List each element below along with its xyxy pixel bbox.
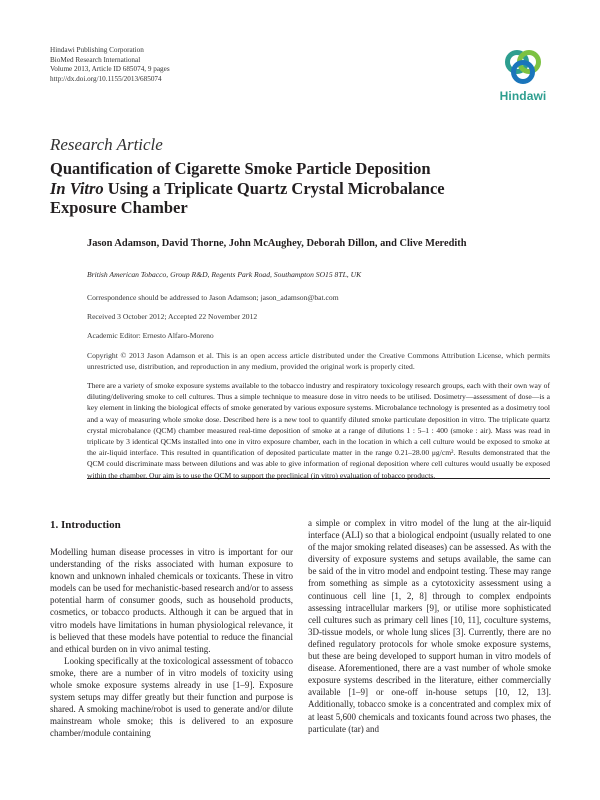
body-column-right: [308, 517, 551, 735]
author-list: Jason Adamson, David Thorne, John McAughey, Deborah Dillon, and Clive Meredith: [87, 238, 467, 249]
title-line-2: [50, 179, 550, 199]
title-line-1: Quantification of Cigarette Smoke Particle Deposition: [50, 159, 431, 178]
abstract: There are a variety of smoke exposure systems available to the tobacco industry and respiratory toxicology research groups, each with their own way of diluting/delivering smoke to cell cultures. Thus a simple technique to measure dose in vitro needs to be utilised. Dosimetry—assessment of dose—is a key element in linking the biological effects of smoke generated by various exposure systems. Microbalance technology is presented as a dosimetry tool and a way of measuring whole smoke dose. Described here is a new tool to quantify diluted smoke particulate deposition in vitro. The triplicate quartz crystal microbalance (QCM) chamber measured real-time deposition of smoke at a range of dilutions 1 : 5–1 : 400 (smoke : air). Mass was read in triplicate by 3 identical QCMs installed into one in vitro exposure chamber, each in the location in which a cell culture would be exposed to smoke at the air-liquid interface. This resulted in quantification of deposited particulate matter in the range 0.21–28.00 μg/cm². Results demonstrated that the QCM could discriminate mass between dilutions and was able to give information of regional deposition where cell cultures would usually be exposed within the chamber. Our aim is to use the QCM to support the preclinical (in vitro) evaluation of tobacco products.: [87, 381, 550, 480]
body-column-left: [50, 546, 293, 740]
copyright-notice: Copyright © 2013 Jason Adamson et al. This is an open access article distributed under the Creative Commons Attribution License, which permits unrestricted use, distribution, and reproduction in any medium, provided the original work is properly cited.: [87, 351, 550, 372]
hindawi-logo: [497, 48, 549, 106]
section-heading-introduction: 1. Introduction: [50, 519, 121, 531]
hindawi-logo-icon: [497, 48, 549, 88]
publication-info: [50, 46, 170, 84]
title-line-3: Exposure Chamber: [50, 198, 188, 217]
intro-paragraph-1: Modelling human disease processes in vitro is important for our understanding of the risks associated with human exposure to known and unknown inhaled chemicals or toxicants. These in vitro models can be used for mechanistic-based research and/or to assess potential harm of consumer goods, such as household products, cosmetics, or tobacco products. Although it can be argued that in vitro models have limitations in human physiological relevance, it is believed that these models have potential to reduce the financial and ethical burden on in vivo animal testing.: [50, 547, 293, 654]
received-accepted-dates: Received 3 October 2012; Accepted 22 November 2012: [87, 312, 258, 321]
intro-paragraph-continued: a simple or complex in vitro model of the lung at the air-liquid interface (ALI) so that a biological endpoint (usually related to one of the major smoking related diseases) can be assessed. As with the diversity of exposure systems and setups available, the same can be said of the in vitro model and endpoint testing. These may range from something as simple as a cytotoxicity assessment using a continuous cell line [1, 2, 8] through to complex endpoints assessing intracellular markers [9], or utilise more sophisticated cell cultures such as primary cell lines [10, 11], coculture systems, 3D-tissue models, or whole lung slices [3]. Currently, there are no defined regulatory protocols for whole smoke exposure systems, but these are being developed to support human in vitro models of disease. Aforementioned, there are a vast number of whole smoke exposure systems described in the literature, either commercially available [1–9] or one-off in-house setups [10, 12, 13]. Additionally, tobacco smoke is a concentrated and complex mix of at least 5,600 chemicals and toxicants found across two phases, the particulate (tar) and: [308, 518, 551, 734]
publisher-name: Hindawi Publishing Corporation: [50, 46, 144, 54]
hindawi-logo-text: Hindawi: [499, 89, 547, 103]
academic-editor: Academic Editor: Ernesto Alfaro-Moreno: [87, 331, 214, 340]
abstract-divider: [87, 478, 550, 479]
correspondence: Correspondence should be addressed to Jason Adamson; jason_adamson@bat.com: [87, 293, 339, 302]
affiliation: British American Tobacco, Group R&D, Regents Park Road, Southampton SO15 8TL, UK: [87, 270, 362, 279]
volume-info: Volume 2013, Article ID 685074, 9 pages: [50, 65, 170, 74]
article-type: Research Article: [50, 135, 163, 154]
doi-link[interactable]: http://dx.doi.org/10.1155/2013/685074: [50, 74, 162, 83]
title-line-2-rest: Using a Triplicate Quartz Crystal Microbalance: [103, 178, 445, 198]
intro-paragraph-2: Looking specifically at the toxicological assessment of tobacco smoke, there are a number of in vitro models of toxicity using whole smoke exposure systems already in use [1–9]. Exposure system setups may differ greatly but their function and purpose is shared. A smoking machine/robot is used to generate and/or dilute mainstream whole smoke; this is delivered to an exposure chamber/module containing: [50, 655, 293, 739]
title-italic-term: In Vitro: [50, 178, 104, 198]
journal-name: BioMed Research International: [50, 55, 141, 64]
article-title: [50, 159, 550, 218]
